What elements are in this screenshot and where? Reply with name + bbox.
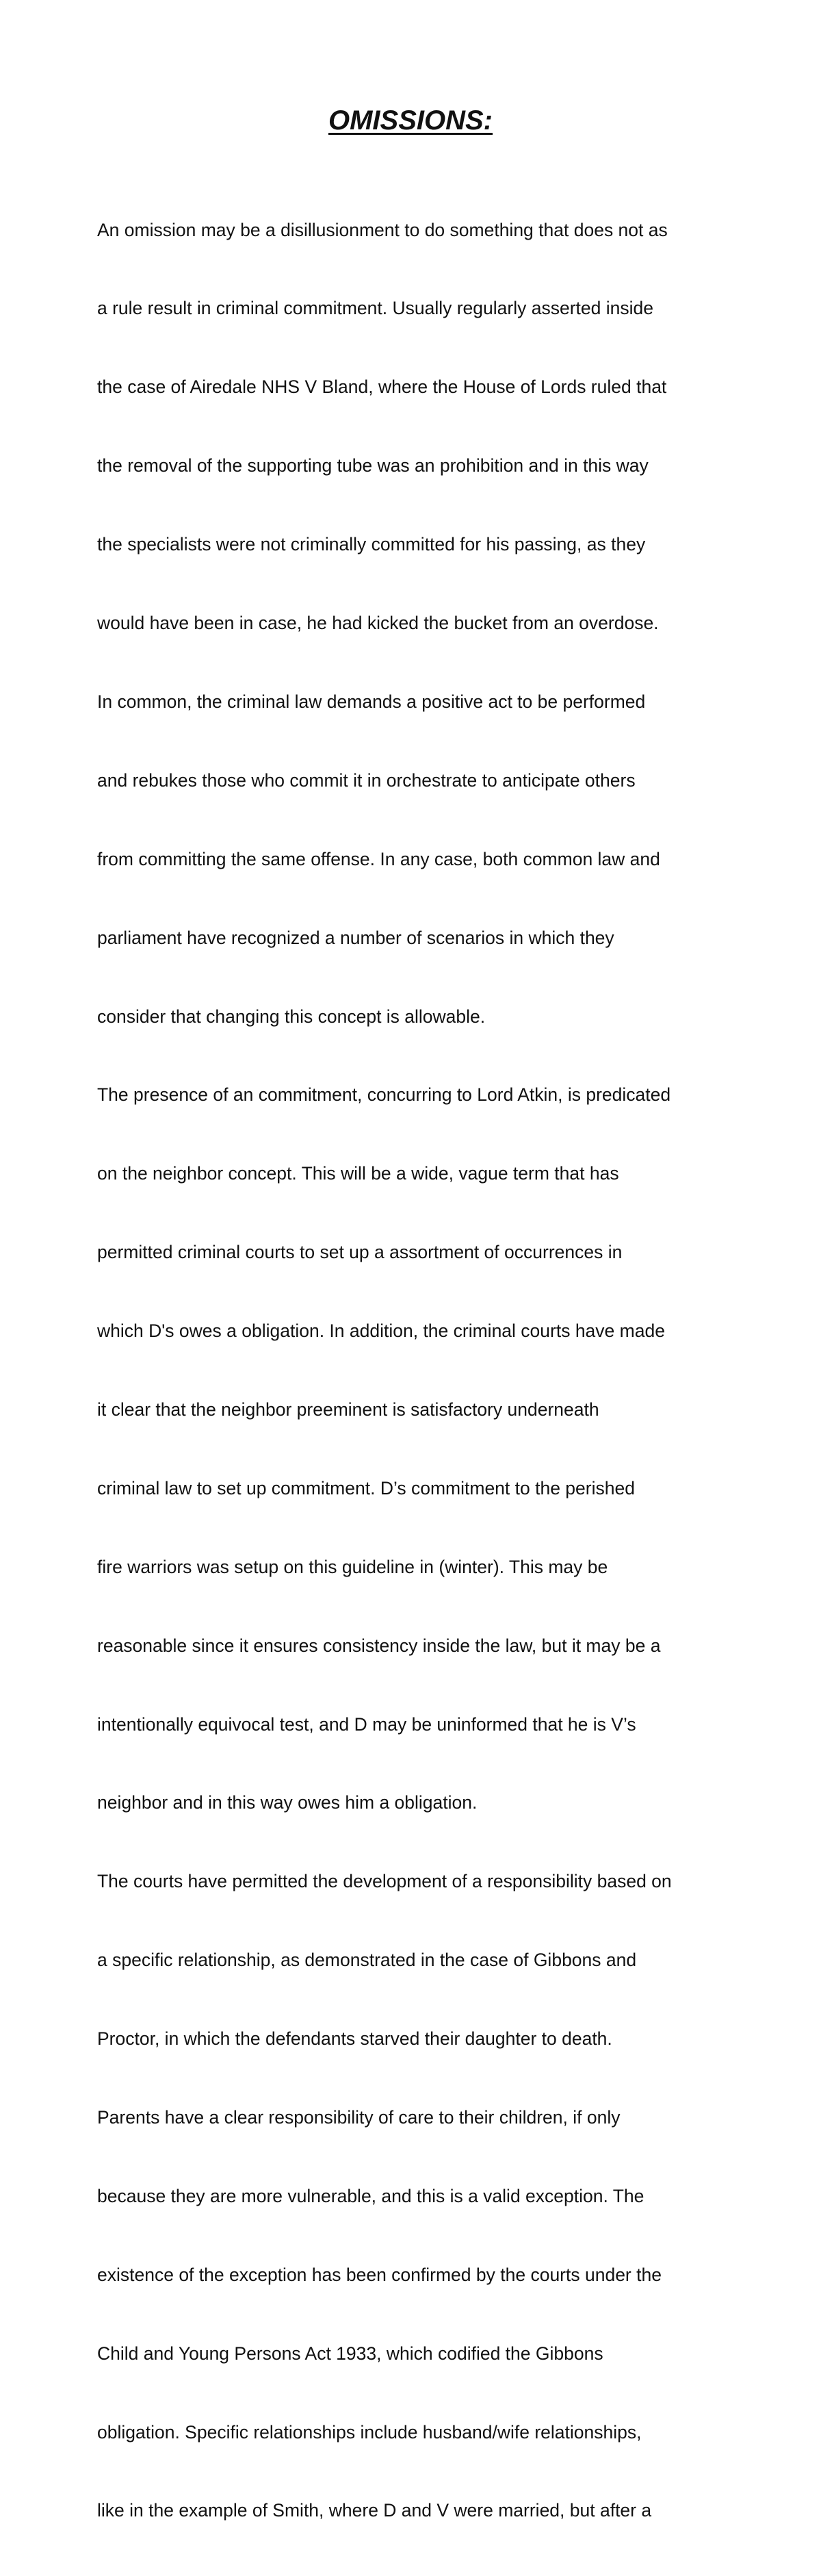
text-line: neighbor and in this way owes him a obligation. [97,1792,478,1813]
text-line: reasonable since it ensures consistency inside the law, but it may be a [97,1635,661,1656]
text-line: the case of Airedale NHS V Bland, where the House of Lords ruled that [97,377,667,398]
document-body [97,164,740,2576]
text-line: would have been in case, he had kicked the bucket from an overdose. [97,613,659,634]
text-line: Proctor, in which the defendants starved their daughter to death. [97,2028,612,2050]
text-line: In common, the criminal law demands a positive act to be performed [97,691,646,712]
text-line: fire warriors was setup on this guideline in (winter). This may be [97,1556,608,1577]
text-line: on the neighbor concept. This will be a wide, vague term that has [97,1163,619,1184]
text-line: a specific relationship, as demonstrated in the case of Gibbons and [97,1950,637,1971]
text-line: like in the example of Smith, where D and V were married, but after a [97,2500,652,2521]
document-title: OMISSIONS: [328,105,493,136]
text-line: a rule result in criminal commitment. Usually regularly asserted inside [97,298,653,319]
text-line: the specialists were not criminally committed for his passing, as they [97,534,646,555]
text-line: intentionally equivocal test, and D may be uninformed that he is V’s [97,1713,636,1735]
text-line: consider that changing this concept is allowable. [97,1006,486,1027]
text-line: and rebukes those who commit it in orchestrate to anticipate others [97,769,636,791]
text-line: from committing the same offense. In any case, both common law and [97,848,660,869]
text-line: Parents have a clear responsibility of care to their children, if only [97,2106,621,2128]
text-line: The courts have permitted the development of a responsibility based on [97,1871,672,1892]
text-line: it clear that the neighbor preeminent is satisfactory underneath [97,1399,599,1420]
text-line: obligation. Specific relationships include husband/wife relationships, [97,2421,642,2443]
text-line: parliament have recognized a number of scenarios in which they [97,927,614,948]
text-line: Child and Young Persons Act 1933, which codified the Gibbons [97,2343,603,2364]
text-line: permitted criminal courts to set up a assortment of occurrences in [97,1242,623,1263]
text-line: An omission may be a disillusionment to do something that does not as [97,219,668,240]
text-line: because they are more vulnerable, and this is a valid exception. The [97,2185,644,2206]
text-line: The presence of an commitment, concurring to Lord Atkin, is predicated [97,1084,671,1106]
text-line: existence of the exception has been confirmed by the courts under the [97,2264,662,2285]
text-line: criminal law to set up commitment. D’s commitment to the perished [97,1477,635,1499]
text-line: the removal of the supporting tube was an prohibition and in this way [97,455,649,476]
text-line: which D's owes a obligation. In addition, the criminal courts have made [97,1321,665,1342]
